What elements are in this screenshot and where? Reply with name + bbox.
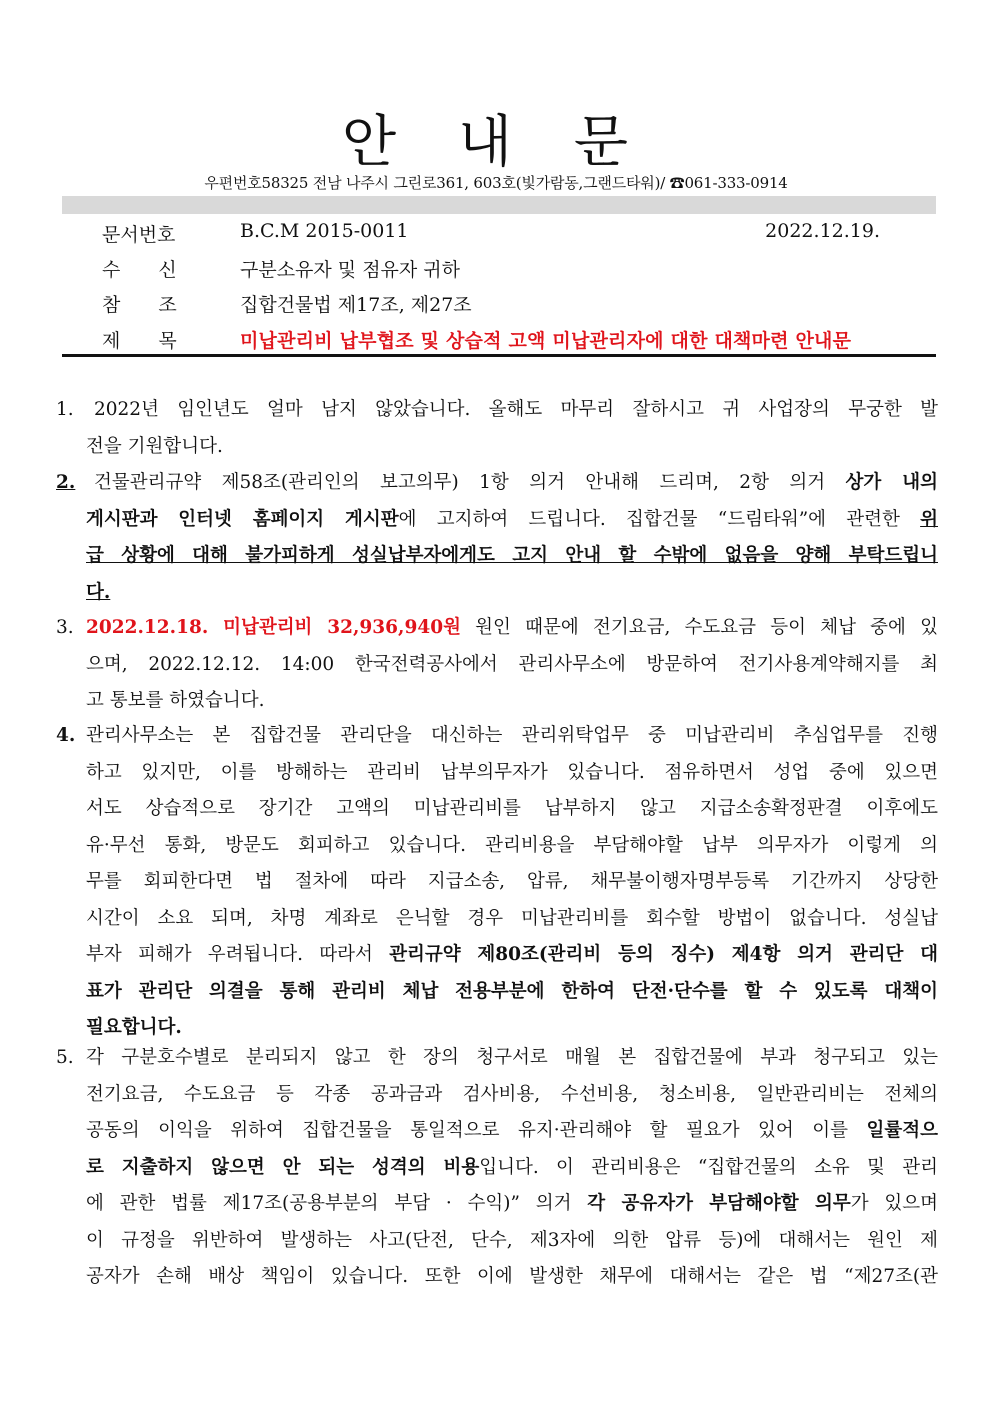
paragraph-5-line-5-tail: 가 있으며	[850, 1193, 938, 1214]
paragraph-5-line-3-text: 공동의 이익을 위하여 집합건물을 통일적으로 유지·관리해야 할 필요가 있어 이를	[86, 1120, 867, 1141]
recipient-value: 구분소유자 및 점유자 귀하	[240, 259, 461, 281]
meta-row-reference	[0, 290, 992, 320]
subject-label: 제목	[102, 330, 215, 352]
paragraph-3-line-2: 으며, 2022.12.12. 14:00 한국전력공사에서 관리사무소에 방문하여 전기사용계약해지를 최	[86, 653, 938, 675]
paragraph-5-line-4-text: 입니다. 이 관리비용은 “집합건물의 소유 및 관리	[479, 1156, 938, 1178]
paragraph-5-line-5-bold: 각 공유자가 부담해야할 의무	[587, 1193, 851, 1214]
paragraph-4-line-7-text: 부자 피해가 우려됩니다. 따라서	[86, 944, 390, 965]
paragraph-2-number: 2.	[56, 472, 76, 493]
paragraph-2-line-2	[86, 502, 938, 539]
paragraph-3-number: 3.	[56, 617, 74, 638]
paragraph-4-line-4: 유·무선 통화, 방문도 회피하고 있습니다. 관리비용을 부담해야할 납부 의무자가 이렇게 의	[86, 834, 938, 856]
paragraph-4-line-2: 하고 있지만, 이를 방해하는 관리비 납부의무자가 있습니다. 점유하면서 성업 중에 있으면	[86, 761, 938, 783]
reference-value: 집합건물법 제17조, 제27조	[240, 294, 472, 316]
paragraph-5-line-2: 전기요금, 수도요금 등 각종 공과금과 검사비용, 수선비용, 청소비용, 일반관리비는 전체의	[86, 1083, 938, 1105]
paragraph-2-line-1	[86, 465, 938, 502]
reference-label: 참조	[102, 294, 215, 316]
subject-value: 미납관리비 납부협조 및 상습적 고액 미납관리자에 대한 대책마련 안내문	[240, 330, 852, 352]
paragraph-3-line-3: 고 통보를 하였습니다.	[86, 690, 265, 711]
paragraph-4-line-9: 필요합니다.	[86, 1017, 182, 1038]
paragraph-2-line-2-underlined: 위	[920, 508, 938, 530]
paragraph-5-line-6: 이 규정을 위반하여 발생하는 사고(단전, 단수, 제3자에 의한 압류 등)에 대해서는 원인 제	[86, 1229, 938, 1251]
doc-number-label: 문서번호	[102, 224, 176, 246]
recipient-label: 수신	[102, 259, 215, 281]
paragraph-2	[56, 465, 938, 611]
paragraph-3	[56, 610, 938, 720]
paragraph-5-number: 5.	[56, 1047, 74, 1068]
paragraph-5-line-4	[86, 1150, 938, 1187]
paragraph-5	[56, 1040, 938, 1296]
paragraph-5-line-5	[86, 1186, 938, 1223]
paragraph-2-line-2-bold: 게시판과 인터넷 홈페이지 게시판	[86, 508, 399, 530]
paragraph-1	[56, 392, 938, 465]
paragraph-5-line-3	[86, 1113, 938, 1150]
header-rule	[62, 354, 936, 357]
paragraph-4-line-7	[86, 937, 938, 974]
paragraph-3-unpaid-amount: 2022.12.18. 미납관리비 32,936,940원	[86, 617, 461, 638]
paragraph-2-line-3: 급 상황에 대해 불가피하게 성실납부자에게도 고지 안내 할 수밖에 없음을 양해 부탁드립니	[86, 545, 938, 566]
paragraph-5-line-1: 각 구분호수별로 분리되지 않고 한 장의 청구서로 매월 본 집합건물에 부과 청구되고 있는	[86, 1047, 938, 1068]
meta-row-recipient	[0, 255, 992, 285]
paragraph-2-line-2-text: 에 고지하여 드립니다. 집합건물 “드림타워”에 관련한	[398, 508, 921, 530]
doc-number-value: B.C.M 2015-0011	[240, 220, 409, 242]
paragraph-3-line-1-text: 원인 때문에 전기요금, 수도요금 등이 체납 중에 있	[460, 617, 938, 638]
paragraph-4-line-3: 서도 상습적으로 장기간 고액의 미납관리비를 납부하지 않고 지급소송확정판결 이후에도	[86, 798, 938, 819]
meta-row-subject	[0, 326, 992, 356]
paragraph-1-number: 1.	[56, 399, 74, 420]
paragraph-1-line-1: 2022년 임인년도 얼마 남지 않았습니다. 올해도 마무리 잘하시고 귀 사업장의 무궁한 발	[94, 399, 938, 420]
paragraph-4-line-5: 무를 회피한다면 법 절차에 따라 지급소송, 압류, 채무불이행자명부등록 기간까지 상당한	[86, 871, 938, 892]
paragraph-5-line-4-bold: 로 지출하지 않으면 안 되는 성격의 비용	[86, 1156, 480, 1178]
paragraph-4-line-1: 관리사무소는 본 집합건물 관리단을 대신하는 관리위탁업무 중 미납관리비 추심업무를 진행	[86, 725, 938, 746]
paragraph-4-line-6: 시간이 소요 되며, 차명 계좌로 은닉할 경우 미납관리비를 회수할 방법이 없습니다. 성실납	[86, 907, 938, 929]
header-divider-band	[62, 196, 936, 214]
doc-date: 2022.12.19.	[765, 220, 880, 242]
paragraph-4-line-8: 표가 관리단 의결을 통해 관리비 체납 전용부분에 한하여 단전·단수를 할 수 있도록 대책이	[86, 980, 938, 1002]
paragraph-5-line-3-bold: 일률적으	[866, 1120, 938, 1141]
paragraph-2-line-1-bold: 상가 내의	[845, 472, 938, 493]
paragraph-4-line-7-bold: 관리규약 제80조(관리비 등의 징수) 제4항 의거 관리단 대	[389, 944, 938, 965]
paragraph-5-line-7: 공자가 손해 배상 책임이 있습니다. 또한 이에 발생한 채무에 대해서는 같은 법 “제27조(관	[86, 1266, 938, 1287]
paragraph-4-number: 4.	[56, 725, 76, 746]
paragraph-3-line-1	[86, 610, 938, 647]
meta-row-doc-number	[0, 220, 992, 250]
paragraph-2-line-4: 다.	[86, 581, 111, 603]
paragraph-1-line-2: 전을 기원합니다.	[86, 435, 223, 457]
paragraph-2-line-1-text: 건물관리규약 제58조(관리인의 보고의무) 1항 의거 안내해 드리며, 2항 의거	[94, 472, 846, 493]
paragraph-5-line-5-text: 에 관한 법률 제17조(공용부분의 부담 · 수익)” 의거	[86, 1193, 588, 1214]
sender-address: 우편번호58325 전남 나주시 그린로361, 603호(빛가람동,그랜드타워)/ ☎061-333-0914	[204, 174, 788, 192]
paragraph-4	[56, 718, 938, 1047]
document-title: 안 내 문	[342, 110, 650, 175]
